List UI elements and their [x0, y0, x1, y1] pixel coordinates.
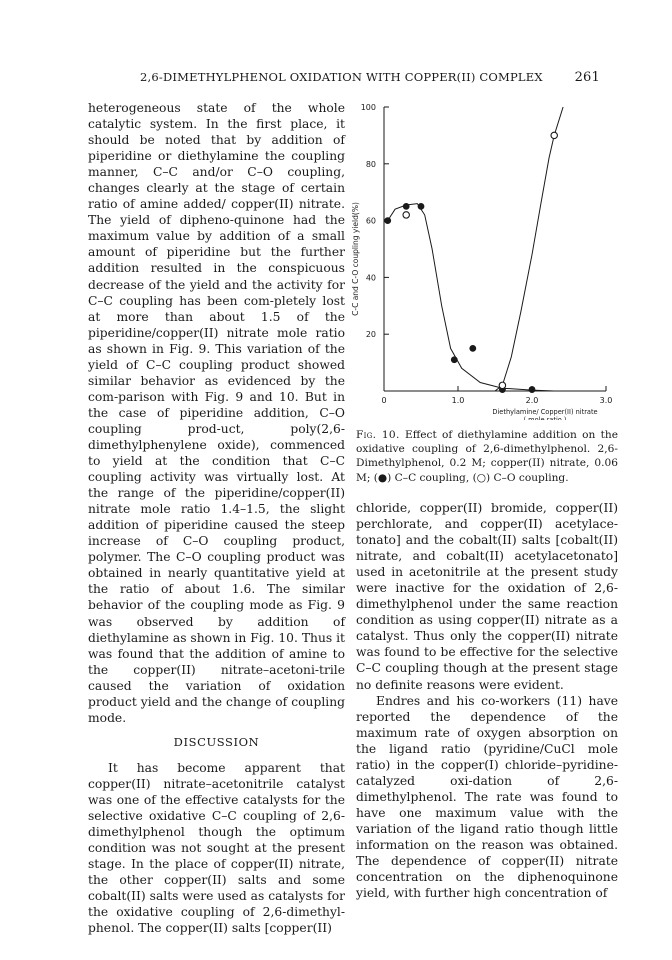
- y-tick-label: 80: [365, 159, 376, 169]
- coupling-yield-chart: [340, 95, 630, 420]
- c-c-coupling-point: [451, 356, 458, 363]
- x-tick-label: 3.0: [599, 396, 613, 405]
- page-number: 261: [574, 70, 600, 85]
- figure-label: Fig. 10.: [356, 429, 400, 441]
- figure-10: [340, 95, 630, 420]
- c-o-coupling-point: [551, 132, 557, 138]
- x-tick-label: 0: [381, 396, 387, 405]
- paragraph: chloride, copper(II) bromide, copper(II) perchlorate, and copper(II) acetylace-tonato] and the cobalt(II) salts [cobalt(II) nitrate, and cobalt(II) acetylacetonato] used in acetonitrile at the present study were inactive for the oxidation of 2,6-dimethylphenol under the same reaction condition as using copper(II) nitrate as a catalyst. Thus only the copper(II) nitrate was found to be effective for the selective C–C coupling though at the present stage no definite reasons were evident.: [356, 501, 618, 692]
- series-1-curve: [388, 204, 555, 391]
- c-c-coupling-point: [529, 386, 536, 393]
- running-title: 2,6-DIMETHYLPHENOL OXIDATION WITH COPPER(II) COMPLEX: [140, 70, 543, 84]
- figure-caption: [356, 428, 618, 485]
- chart-marks: [384, 132, 557, 393]
- y-tick-label: 100: [360, 103, 376, 112]
- x-tick-label: 2.0: [525, 396, 539, 405]
- y-axis-label: C-C and C-O coupling yield(%): [351, 202, 360, 316]
- c-c-coupling-point: [418, 203, 425, 210]
- chart-labels: [351, 103, 612, 420]
- x-axis-label: Diethylamine/ Copper(II) nitrate: [492, 408, 598, 416]
- paragraph: heterogeneous state of the whole catalytic system. In the first place, it should be noted that by addition of piperidine or diethylamine the coupling manner, C–C and/or C–O coupling, changes clearly at the stage of certain ratio of amine added/ copper(II) nitrate. The yield of dipheno-quinone had the maximum value by addition of a small amount of piperidine but the further addition resulted in the conspicuous decrease of the yield and the activity for C–C coupling has been com-pletely lost at more than about 1.5 of the piperidine/copper(II) nitrate mole ratio as shown in Fig. 9. This variation of the yield of C–C coupling product showed similar behavior as evidenced by the com-parison with Fig. 9 and 10. But in the case of piperidine addition, C–O coupling prod-uct, poly(2,6-dimethylphenylene oxide), commenced to yield at the condition that C–C coupling activity was virtually lost. At the range of the piperidine/copper(II) nitrate mole ratio 1.4–1.5, the slight addition of piperidine caused the steep increase of C–O coupling product, polymer. The C–O coupling product was obtained in nearly quantitative yield at the ratio of about 1.6. The similar behavior of the coupling mode as Fig. 9 was observed by addition of diethylamine as shown in Fig. 10. Thus it was found that the addition of amine to the copper(II) nitrate–acetoni-trile caused the variation of oxidation product yield and the change of coupling mode.: [88, 101, 345, 725]
- y-tick-label: 20: [365, 330, 376, 340]
- c-c-coupling-point: [384, 217, 391, 224]
- c-c-coupling-point: [469, 345, 476, 352]
- x-axis-sublabel: ( mole ratio ): [523, 416, 567, 420]
- y-tick-label: 60: [365, 216, 376, 226]
- c-o-coupling-point: [403, 212, 409, 218]
- caption-text: Effect of diethylamine addition on the oxidative coupling of 2,6-dimethylphenol. 2,6-Dimethylphenol, 0.2 M; copper(II) nitrate, 0.06 M; (●) C–C coupling, (○) C–O coupling.: [356, 429, 618, 484]
- chart-axes: [384, 107, 606, 391]
- paragraph: Endres and his co-workers (11) have reported the dependence of the maximum rate of oxygen absorption on the ligand ratio (pyridine/CuCl mole ratio) in the copper(I) chloride–pyridine-catalyzed oxi-dation of 2,6-dimethylphenol. The rate was found to have one maximum value with the variation of the ligand ratio though little information on the reason was obtained. The dependence of copper(II) nitrate concentration on the diphenoquinone yield, with further high concentration of: [356, 693, 618, 901]
- right-column: [356, 500, 618, 901]
- series-2-curve: [495, 107, 563, 391]
- paragraph: It has become apparent that copper(II) nitrate–acetonitrile catalyst was one of the effective catalysts for the selective oxidative C–C coupling of 2,6-dimethylphenol though the optimum condition was not sought at the present stage. In the place of copper(II) nitrate, the other copper(II) salts and some cobalt(II) salts were used as catalysts for the oxidative coupling of 2,6-dimethyl-phenol. The copper(II) salts [copper(II): [88, 760, 345, 936]
- y-tick-label: 40: [365, 273, 376, 283]
- left-column: [88, 100, 345, 936]
- section-heading: DISCUSSION: [173, 734, 260, 749]
- x-tick-label: 1.0: [451, 396, 465, 405]
- c-c-coupling-point: [403, 203, 410, 210]
- c-o-coupling-point: [499, 382, 505, 388]
